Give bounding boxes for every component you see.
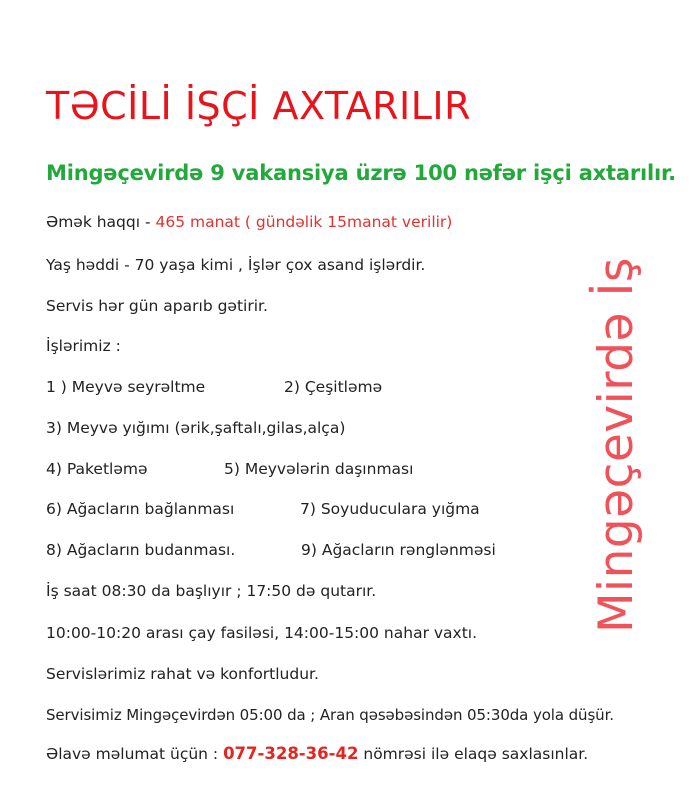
job-row <box>46 377 383 397</box>
contact-line <box>46 744 588 764</box>
contact-prefix: Əlavə məlumat üçün : <box>46 745 224 763</box>
ad-subtitle: Mingəçevirdə 9 vakansiya üzrə 100 nəfər işçi axtarılır. <box>46 161 676 185</box>
job-item: 5) Meyvələrin daşınması <box>224 460 414 478</box>
vertical-brand-text: Mingəçevirdə İş <box>589 257 644 633</box>
salary-value: 465 manat ( gündəlik 15manat verilir) <box>155 213 453 231</box>
job-item: 7) Soyuduculara yığma <box>300 500 480 518</box>
job-item: 3) Meyvə yığımı (ərik,şaftalı,gilas,alça) <box>46 419 346 437</box>
service-line: Servis hər gün aparıb gətirir. <box>46 297 268 315</box>
breaks-line: 10:00-10:20 arası çay fasiləsi, 14:00-15:00 nahar vaxtı. <box>46 624 478 642</box>
departure-line: Servisimiz Mingəçevirdən 05:00 da ; Aran qəsəbəsindən 05:30da yola düşür. <box>46 706 614 724</box>
contact-suffix: nömrəsi ilə elaqə saxlasınlar. <box>358 745 589 763</box>
salary-label: Əmək haqqı - <box>46 213 156 231</box>
contact-phone[interactable]: 077-328-36-42 <box>223 744 359 763</box>
comfort-line: Servislərimiz rahat və konfortludur. <box>46 665 319 683</box>
job-item: 1 ) Meyvə seyrəltme <box>46 378 206 396</box>
hours-line: İş saat 08:30 da başlıyır ; 17:50 də qutarır. <box>46 582 377 600</box>
jobs-heading: İşlərimiz : <box>46 337 121 355</box>
ad-title: TƏCİLİ İŞÇİ AXTARILIR <box>46 84 471 128</box>
job-item: 4) Paketləmə <box>46 460 148 478</box>
job-item: 8) Ağacların budanması. <box>46 541 236 559</box>
job-item: 6) Ağacların bağlanması <box>46 500 235 518</box>
job-row <box>46 540 496 560</box>
salary-line <box>46 212 452 232</box>
job-row <box>46 459 414 479</box>
job-row <box>46 418 345 438</box>
job-item: 2) Çeşitləmə <box>284 378 383 396</box>
age-line: Yaş həddi - 70 yaşa kimi , İşlər çox asand işlərdir. <box>46 256 426 274</box>
job-item: 9) Ağacların rənglənməsi <box>301 541 496 559</box>
job-row <box>46 499 480 519</box>
